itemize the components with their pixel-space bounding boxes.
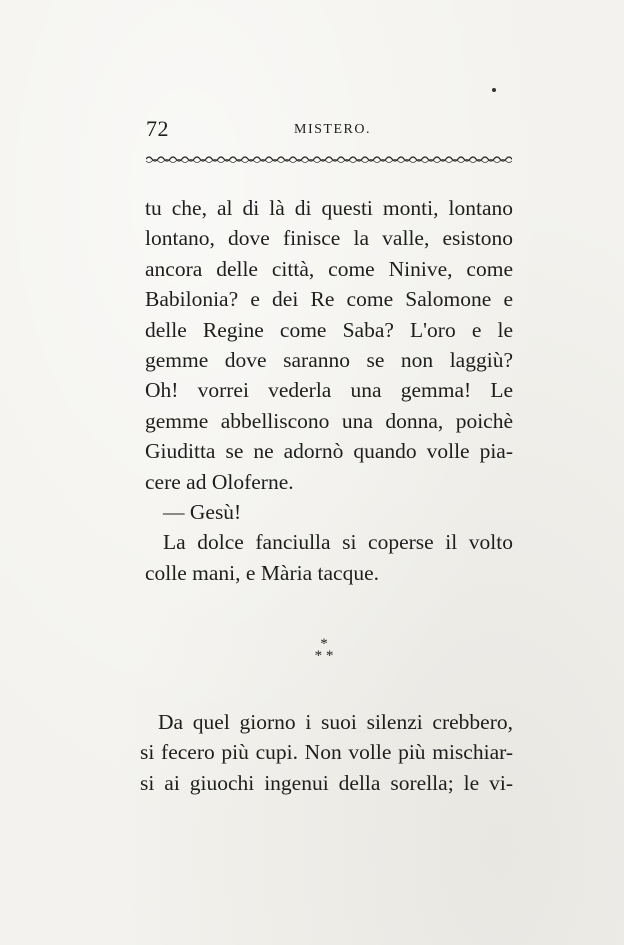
text-line: tu che, al di là di questi monti, lontano	[145, 196, 513, 220]
text-line: gemme abbelliscono una donna, poichè	[145, 408, 513, 433]
decorative-rule-icon	[146, 154, 512, 164]
text-line: lontano, dove finisce la valle, esistono	[145, 226, 513, 251]
text-line: colle mani, e Mària tacque.	[145, 560, 380, 585]
text-line: Giuditta se ne adornò quando volle pia-	[145, 439, 513, 464]
text-line: La dolce fanciulla si coperse il volto	[163, 530, 513, 555]
text-line: si ai giuochi ingenui della sorella; le vi-	[140, 770, 513, 795]
text-line: cere ad Oloferne.	[145, 469, 294, 494]
main-text	[145, 193, 513, 588]
text-line: Babilonia? e dei Re come Salomone e	[145, 287, 513, 312]
page-header	[146, 116, 512, 144]
text-line: Da quel giorno i suoi silenzi crebbero,	[158, 710, 513, 734]
text-line: Oh! vorrei vederla una gemma! Le	[145, 378, 513, 403]
text-line: ancora delle città, come Ninive, come	[145, 256, 513, 281]
section-text	[140, 707, 513, 798]
section-break-asterism	[300, 638, 348, 674]
ink-speck	[492, 88, 496, 92]
asterism-bottom: * *	[314, 648, 334, 664]
text-line: gemme dove saranno se non laggiù?	[145, 347, 513, 372]
dialogue-line: — Gesù!	[163, 499, 242, 524]
page-number: 72	[146, 116, 169, 141]
text-line: delle Regine come Saba? L'oro e le	[145, 317, 513, 342]
text-line: si fecero più cupi. Non volle più mischiar-	[140, 740, 513, 765]
running-title: MISTERO.	[294, 122, 371, 137]
asterism-top: *	[320, 636, 328, 652]
